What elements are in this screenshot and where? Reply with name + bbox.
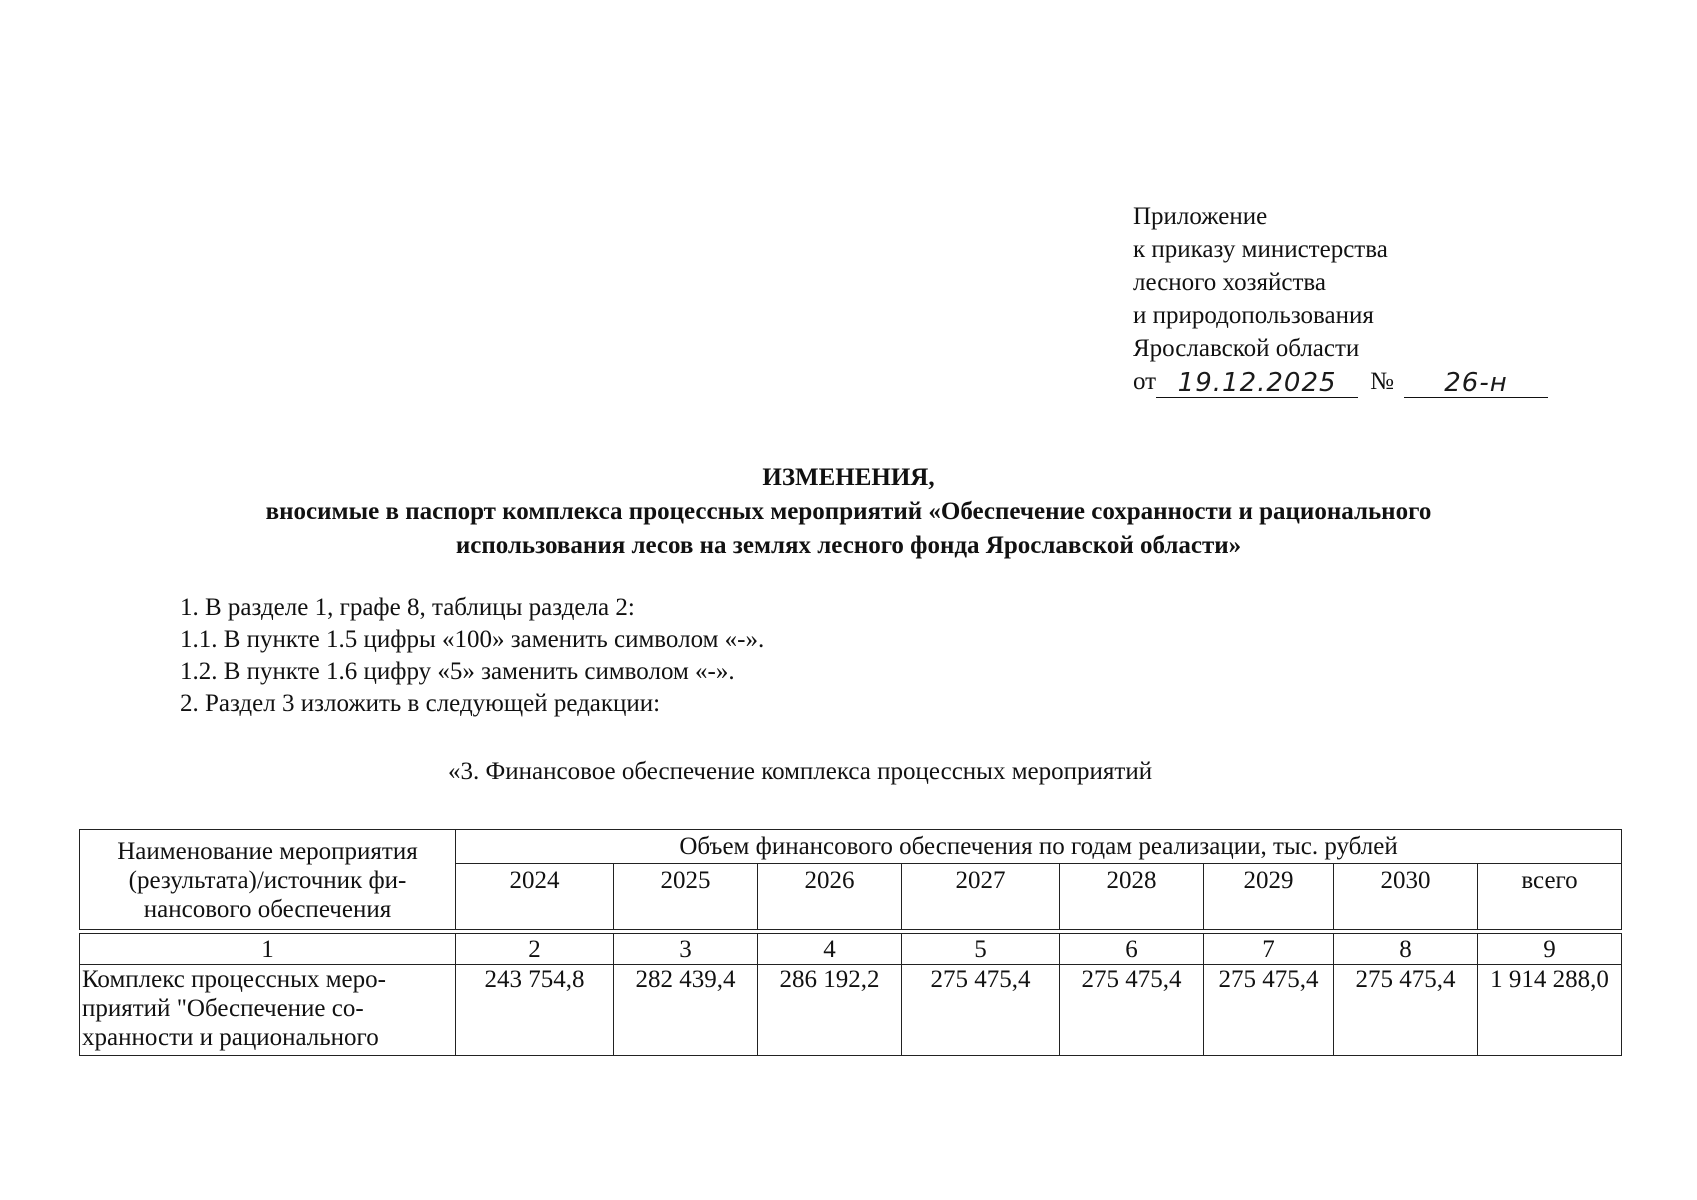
name-header-line: нансового обеспечения: [143, 896, 392, 923]
date-field: [1156, 367, 1358, 398]
value-cell: 275 475,4: [1060, 965, 1204, 1056]
appendix-block: [1133, 200, 1548, 398]
list-item: 1.1. В пункте 1.5 цифры «100» заменить символом «-».: [180, 626, 765, 653]
column-number: 9: [1478, 934, 1622, 965]
column-number: 1: [80, 934, 456, 965]
finance-table-body: [79, 933, 1622, 1056]
value-cell: 275 475,4: [1204, 965, 1334, 1056]
row-name-line: приятий "Обеспечение со-: [82, 995, 364, 1022]
list-item: 1.2. В пункте 1.6 цифру «5» заменить символом «-».: [180, 658, 735, 685]
column-number: 5: [902, 934, 1060, 965]
row-name-line: хранности и рационального: [82, 1024, 379, 1051]
year-header: 2025: [614, 864, 758, 930]
handwritten-date: 19.12.2025: [1177, 368, 1337, 398]
column-number: 7: [1204, 934, 1334, 965]
table-row: [80, 965, 1622, 1056]
title-heading: ИЗМЕНЕНИЯ,: [762, 464, 935, 491]
value-cell: 243 754,8: [456, 965, 614, 1056]
title-line: вносимые в паспорт комплекса процессных мероприятий «Обеспечение сохранности и рационального: [265, 498, 1432, 525]
title-line: использования лесов на землях лесного фонда Ярославской области»: [455, 532, 1242, 559]
date-number-line: [1133, 365, 1548, 398]
year-header: 2026: [758, 864, 902, 930]
column-number: 8: [1334, 934, 1478, 965]
list-item: 1. В разделе 1, графе 8, таблицы раздела 2:: [180, 594, 635, 621]
appendix-line: Приложение: [1133, 203, 1268, 230]
year-header: 2027: [902, 864, 1060, 930]
name-header-line: (результата)/источник фи-: [128, 867, 407, 894]
row-name-cell: [80, 965, 456, 1056]
year-header: 2024: [456, 864, 614, 930]
appendix-line: Ярославской области: [1133, 335, 1360, 362]
name-column-header: [80, 830, 456, 930]
value-cell: 282 439,4: [614, 965, 758, 1056]
total-header: всего: [1478, 864, 1622, 930]
number-prefix: №: [1370, 368, 1394, 395]
date-prefix: от: [1133, 368, 1157, 395]
volume-header: Объем финансового обеспечения по годам реализации, тыс. рублей: [456, 830, 1622, 864]
total-cell: 1 914 288,0: [1478, 965, 1622, 1056]
row-name-line: Комплекс процессных меро-: [82, 966, 386, 993]
changes-list: [180, 592, 764, 720]
appendix-line: к приказу министерства: [1133, 236, 1388, 263]
year-header: 2030: [1334, 864, 1478, 930]
column-number: 4: [758, 934, 902, 965]
value-cell: 286 192,2: [758, 965, 902, 1056]
number-field: [1404, 367, 1548, 398]
section-title: «3. Финансовое обеспечение комплекса процессных мероприятий: [448, 758, 1153, 785]
appendix-line: лесного хозяйства: [1133, 269, 1326, 296]
value-cell: 275 475,4: [902, 965, 1060, 1056]
value-cell: 275 475,4: [1334, 965, 1478, 1056]
column-number: 6: [1060, 934, 1204, 965]
appendix-line: и природопользования: [1133, 302, 1374, 329]
name-header-line: Наименование мероприятия: [117, 838, 418, 865]
year-header: 2028: [1060, 864, 1204, 930]
list-item: 2. Раздел 3 изложить в следующей редакции:: [180, 690, 661, 717]
column-number-row: [80, 934, 1622, 965]
finance-table-header: [79, 829, 1622, 930]
column-number: 2: [456, 934, 614, 965]
year-header: 2029: [1204, 864, 1334, 930]
handwritten-number: 26-н: [1444, 368, 1508, 398]
document-title: [0, 461, 1697, 563]
column-number: 3: [614, 934, 758, 965]
